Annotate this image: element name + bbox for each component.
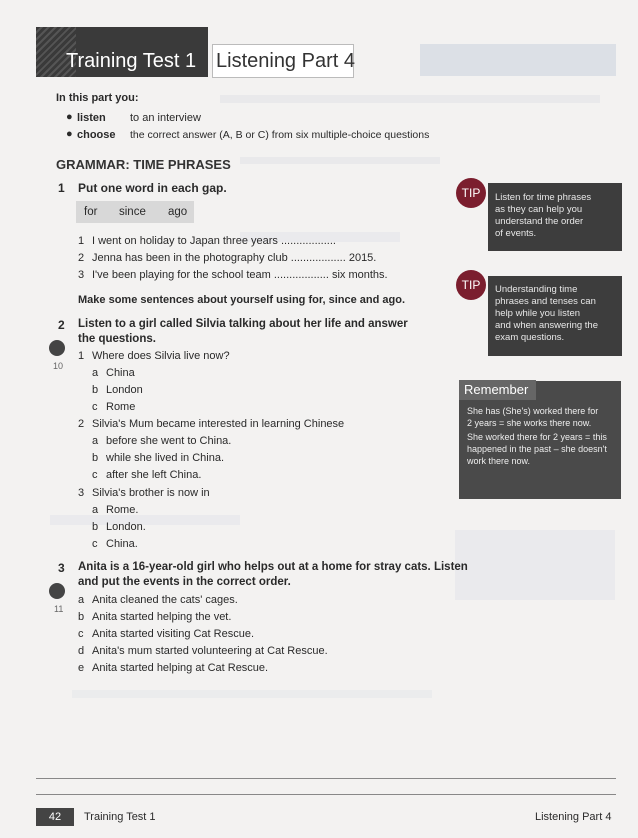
page-frame-line [36,778,616,779]
bullet-text: the correct answer (A, B or C) from six multiple-choice questions [130,129,430,141]
header-ghost-box [420,44,616,76]
option-letter: b [78,611,85,623]
option-text: before she went to China. [106,435,232,447]
q1-item-number: 3 [78,269,85,281]
q1-follow-up: Make some sentences about yourself using for, since and ago. [78,294,406,306]
q1-instruction: Put one word in each gap. [78,181,227,195]
option-text: Rome. [106,504,139,516]
remember-line: happened in the past – she doesn't [467,444,607,454]
ghost-text [240,157,440,164]
q2-number: 2 [58,318,65,332]
ghost-box [455,530,615,600]
option-text: Rome [106,401,136,413]
tip-line: and when answering the [495,320,598,331]
intro-heading: In this part you: [56,92,139,104]
remember-line: 2 years = she works there now. [467,418,592,428]
option-text: Anita cleaned the cats' cages. [92,594,238,606]
q2-question-number: 3 [78,487,85,499]
remember-line: She has (She's) worked there for [467,406,599,416]
q2-question: Silvia's brother is now in [92,487,210,499]
bullet-text: to an interview [130,112,201,124]
q2-question-number: 1 [78,350,85,362]
word-since: since [119,206,146,218]
tip-line: help while you listen [495,308,581,319]
q1-number: 1 [58,181,65,195]
option-text: Anita started helping at Cat Rescue. [92,662,269,674]
word-ago: ago [168,206,188,218]
q3-instruction: Anita is a 16-year-old girl who helps out at a home for stray cats. Listen [78,561,468,573]
footer-right: Listening Part 4 [535,811,612,823]
tip-line: of events. [495,228,537,239]
header-part: Listening Part 4 [216,50,355,72]
q1-item-text: I went on holiday to Japan three years .................. [92,235,336,247]
option-letter: a [92,435,99,447]
bullet-verb: choose [77,129,116,141]
option-letter: c [92,401,98,413]
bullet-dot: ● [66,128,73,140]
audio-icon[interactable] [49,583,65,599]
audio-icon[interactable] [49,340,65,356]
page-frame-line [36,794,616,795]
option-text: after she left China. [106,469,202,481]
option-letter: c [78,628,84,640]
q2-question: Where does Silvia live now? [92,350,230,362]
q2-instruction: Listen to a girl called Silvia talking about her life and answer [78,318,408,330]
tip-line: exam questions. [495,332,565,343]
q1-item-number: 2 [78,252,85,264]
tip-line: understand the order [495,216,584,227]
q2-question-number: 2 [78,418,85,430]
option-text: London [106,384,143,396]
option-letter: b [92,452,99,464]
option-letter: b [92,521,99,533]
option-text: China. [106,538,138,550]
option-text: London. [106,521,146,533]
option-letter: e [78,662,85,674]
remember-title: Remember [459,380,536,400]
option-letter: c [92,469,98,481]
option-letter: a [92,504,99,516]
tip-line: phrases and tenses can [495,296,596,307]
q2-question: Silvia's Mum became interested in learning Chinese [92,418,345,430]
option-text: Anita started visiting Cat Rescue. [92,628,255,640]
option-letter: a [92,367,99,379]
q1-item-text: Jenna has been in the photography club .................. 2015. [92,252,377,264]
audio-track: 11 [54,604,64,614]
bullet-verb: listen [77,112,106,124]
option-letter: b [92,384,99,396]
bullet-dot: ● [66,111,73,123]
word-for: for [84,206,98,218]
q1-item-number: 1 [78,235,85,247]
option-letter: a [78,594,85,606]
q1-item-text: I've been playing for the school team .................. six months. [92,269,388,281]
tip-line: Listen for time phrases [495,192,592,203]
q3-instruction: and put the events in the correct order. [78,576,291,588]
tip-line: as they can help you [495,204,583,215]
option-text: while she lived in China. [106,452,225,464]
option-text: Anita started helping the vet. [92,611,232,623]
option-letter: c [92,538,98,550]
q2-instruction: the questions. [78,333,156,345]
ghost-text [220,95,600,103]
section-heading: GRAMMAR: TIME PHRASES [56,157,231,172]
tip-line: Understanding time [495,284,578,295]
page-number: 42 [36,808,74,826]
ghost-text [72,690,432,698]
remember-line: She worked there for 2 years = this [467,432,607,442]
tip-badge: TIP [456,178,486,208]
q3-number: 3 [58,561,65,575]
audio-track: 10 [53,361,64,371]
tip-badge: TIP [456,270,486,300]
footer-left: Training Test 1 [84,811,156,823]
option-text: China [106,367,135,379]
remember-line: work there now. [467,456,531,466]
option-letter: d [78,645,85,657]
option-text: Anita's mum started volunteering at Cat Rescue. [92,645,328,657]
header-title: Training Test 1 [66,50,197,72]
